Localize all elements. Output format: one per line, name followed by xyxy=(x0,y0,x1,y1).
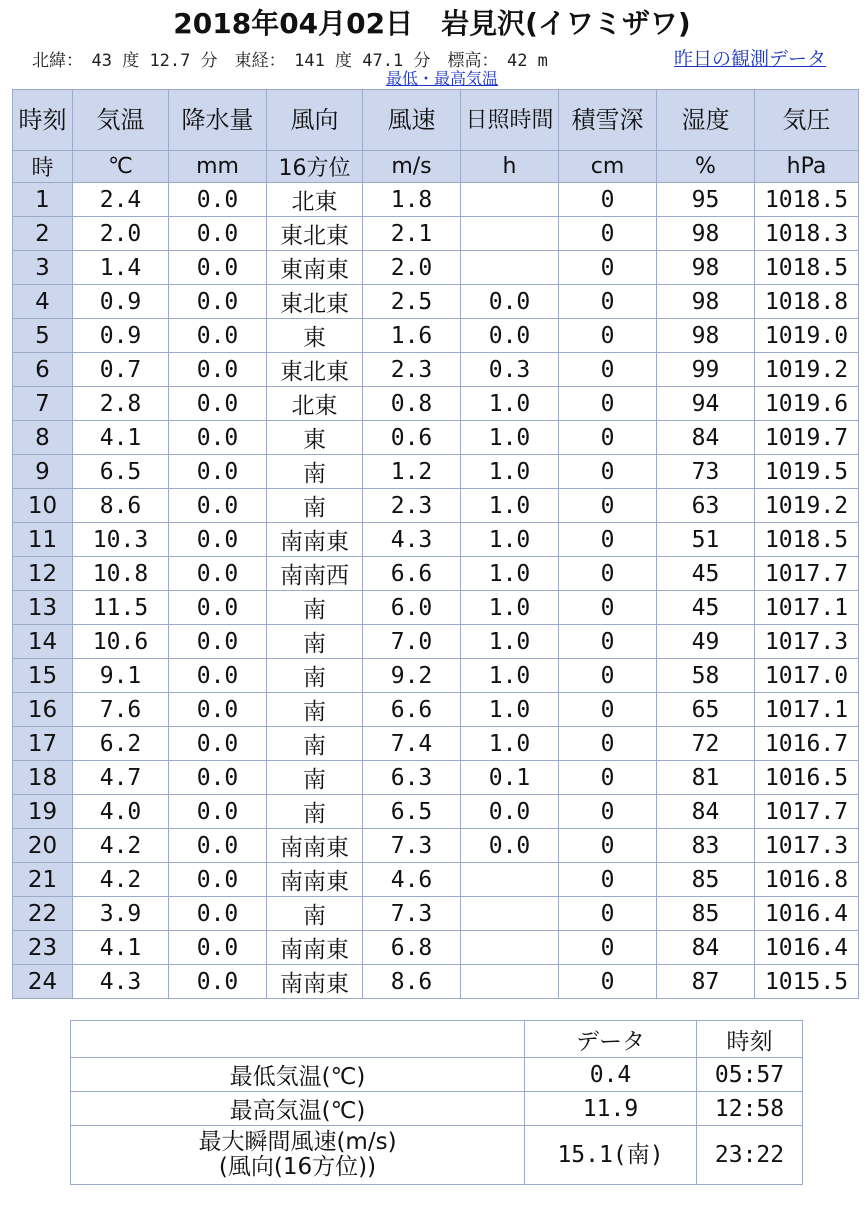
cell-pressure: 1016.8 xyxy=(755,863,859,897)
cell-hour: 15 xyxy=(13,659,73,693)
cell-precipitation: 0.0 xyxy=(169,217,267,251)
location-info: 北緯： 43 度 12.7 分 東経： 141 度 47.1 分 標高： 42 m xyxy=(32,51,548,71)
cell-wind-speed: 2.3 xyxy=(363,489,461,523)
cell-temperature: 3.9 xyxy=(73,897,169,931)
cell-temperature: 4.3 xyxy=(73,965,169,999)
cell-humidity: 87 xyxy=(657,965,755,999)
unit-cell: ℃ xyxy=(73,151,169,183)
units-row xyxy=(13,151,859,183)
cell-hour: 18 xyxy=(13,761,73,795)
cell-precipitation: 0.0 xyxy=(169,353,267,387)
table-row xyxy=(13,863,859,897)
cell-precipitation: 0.0 xyxy=(169,251,267,285)
cell-humidity: 98 xyxy=(657,285,755,319)
cell-snow-depth: 0 xyxy=(559,523,657,557)
cell-snow-depth: 0 xyxy=(559,659,657,693)
summary-row-max-temp xyxy=(71,1092,803,1126)
cell-humidity: 84 xyxy=(657,795,755,829)
cell-hour: 1 xyxy=(13,183,73,217)
cell-sunshine: 1.0 xyxy=(461,659,559,693)
cell-wind-direction: 北東 xyxy=(267,387,363,421)
summary-value: 0.4 xyxy=(525,1058,697,1092)
cell-pressure: 1017.0 xyxy=(755,659,859,693)
cell-hour: 7 xyxy=(13,387,73,421)
cell-snow-depth: 0 xyxy=(559,693,657,727)
cell-wind-speed: 7.4 xyxy=(363,727,461,761)
cell-snow-depth: 0 xyxy=(559,455,657,489)
summary-label: 最低気温(℃) xyxy=(71,1058,525,1092)
cell-pressure: 1017.3 xyxy=(755,829,859,863)
cell-precipitation: 0.0 xyxy=(169,897,267,931)
cell-temperature: 4.1 xyxy=(73,421,169,455)
cell-temperature: 4.2 xyxy=(73,829,169,863)
cell-wind-direction: 南 xyxy=(267,693,363,727)
cell-pressure: 1019.2 xyxy=(755,489,859,523)
header-snow-depth: 積雪深 xyxy=(559,90,657,151)
cell-precipitation: 0.0 xyxy=(169,659,267,693)
cell-snow-depth: 0 xyxy=(559,727,657,761)
cell-precipitation: 0.0 xyxy=(169,727,267,761)
cell-wind-speed: 0.6 xyxy=(363,421,461,455)
cell-wind-direction: 南南東 xyxy=(267,863,363,897)
header-wind-direction: 風向 xyxy=(267,90,363,151)
cell-wind-speed: 6.8 xyxy=(363,931,461,965)
cell-wind-direction: 南 xyxy=(267,591,363,625)
table-row xyxy=(13,795,859,829)
cell-temperature: 0.7 xyxy=(73,353,169,387)
cell-wind-direction: 北東 xyxy=(267,183,363,217)
cell-wind-direction: 南南東 xyxy=(267,965,363,999)
cell-humidity: 63 xyxy=(657,489,755,523)
table-row xyxy=(13,591,859,625)
cell-pressure: 1016.4 xyxy=(755,931,859,965)
cell-snow-depth: 0 xyxy=(559,251,657,285)
cell-sunshine: 1.0 xyxy=(461,523,559,557)
cell-hour: 11 xyxy=(13,523,73,557)
cell-wind-direction: 南南東 xyxy=(267,523,363,557)
summary-time: 23:22 xyxy=(697,1126,803,1185)
cell-sunshine xyxy=(461,251,559,285)
table-row xyxy=(13,659,859,693)
cell-humidity: 98 xyxy=(657,319,755,353)
cell-precipitation: 0.0 xyxy=(169,693,267,727)
cell-sunshine xyxy=(461,183,559,217)
table-row xyxy=(13,489,859,523)
cell-hour: 21 xyxy=(13,863,73,897)
cell-hour: 23 xyxy=(13,931,73,965)
cell-sunshine: 0.0 xyxy=(461,319,559,353)
cell-pressure: 1019.6 xyxy=(755,387,859,421)
cell-snow-depth: 0 xyxy=(559,897,657,931)
table-row xyxy=(13,387,859,421)
header-sunshine: 日照時間 xyxy=(461,90,559,151)
cell-sunshine: 1.0 xyxy=(461,557,559,591)
cell-wind-speed: 4.3 xyxy=(363,523,461,557)
summary-value: 11.9 xyxy=(525,1092,697,1126)
cell-wind-speed: 6.0 xyxy=(363,591,461,625)
cell-pressure: 1019.0 xyxy=(755,319,859,353)
cell-humidity: 98 xyxy=(657,251,755,285)
cell-temperature: 2.8 xyxy=(73,387,169,421)
cell-snow-depth: 0 xyxy=(559,217,657,251)
header-humidity: 湿度 xyxy=(657,90,755,151)
unit-cell: hPa xyxy=(755,151,859,183)
cell-sunshine: 1.0 xyxy=(461,421,559,455)
table-row xyxy=(13,217,859,251)
cell-wind-direction: 東北東 xyxy=(267,217,363,251)
unit-cell: m/s xyxy=(363,151,461,183)
cell-wind-direction: 南 xyxy=(267,727,363,761)
cell-pressure: 1016.7 xyxy=(755,727,859,761)
header-temperature: 気温 xyxy=(73,90,169,151)
cell-humidity: 85 xyxy=(657,863,755,897)
cell-temperature: 10.3 xyxy=(73,523,169,557)
header-hour: 時刻 xyxy=(13,90,73,151)
summary-header-time: 時刻 xyxy=(697,1021,803,1058)
table-row xyxy=(13,523,859,557)
cell-sunshine: 0.0 xyxy=(461,829,559,863)
cell-wind-speed: 4.6 xyxy=(363,863,461,897)
cell-humidity: 45 xyxy=(657,557,755,591)
cell-humidity: 94 xyxy=(657,387,755,421)
page-title: 2018年04月02日 岩見沢(イワミザワ) xyxy=(173,7,691,40)
cell-precipitation: 0.0 xyxy=(169,183,267,217)
unit-cell: 16方位 xyxy=(267,151,363,183)
cell-wind-direction: 南 xyxy=(267,625,363,659)
cell-temperature: 6.2 xyxy=(73,727,169,761)
cell-wind-direction: 南 xyxy=(267,659,363,693)
cell-pressure: 1019.7 xyxy=(755,421,859,455)
summary-label xyxy=(71,1126,525,1185)
cell-sunshine: 1.0 xyxy=(461,591,559,625)
cell-pressure: 1018.5 xyxy=(755,523,859,557)
table-row xyxy=(13,285,859,319)
cell-hour: 17 xyxy=(13,727,73,761)
cell-wind-speed: 2.3 xyxy=(363,353,461,387)
table-row xyxy=(13,931,859,965)
cell-hour: 22 xyxy=(13,897,73,931)
cell-precipitation: 0.0 xyxy=(169,591,267,625)
cell-temperature: 0.9 xyxy=(73,319,169,353)
unit-cell: h xyxy=(461,151,559,183)
cell-precipitation: 0.0 xyxy=(169,931,267,965)
cell-snow-depth: 0 xyxy=(559,183,657,217)
header-row xyxy=(13,90,859,151)
cell-hour: 9 xyxy=(13,455,73,489)
cell-sunshine xyxy=(461,931,559,965)
table-row xyxy=(13,455,859,489)
cell-wind-direction: 東北東 xyxy=(267,285,363,319)
table-row xyxy=(13,897,859,931)
cell-pressure: 1016.5 xyxy=(755,761,859,795)
cell-snow-depth: 0 xyxy=(559,761,657,795)
daily-summary-table xyxy=(70,1020,803,1185)
cell-snow-depth: 0 xyxy=(559,285,657,319)
cell-wind-direction: 東北東 xyxy=(267,353,363,387)
cell-pressure: 1018.3 xyxy=(755,217,859,251)
table-row xyxy=(13,421,859,455)
cell-wind-speed: 7.3 xyxy=(363,829,461,863)
cell-sunshine xyxy=(461,965,559,999)
cell-temperature: 1.4 xyxy=(73,251,169,285)
cell-wind-direction: 南南東 xyxy=(267,829,363,863)
cell-pressure: 1017.1 xyxy=(755,591,859,625)
cell-snow-depth: 0 xyxy=(559,965,657,999)
cell-wind-speed: 9.2 xyxy=(363,659,461,693)
cell-sunshine: 1.0 xyxy=(461,625,559,659)
cell-hour: 2 xyxy=(13,217,73,251)
table-row xyxy=(13,183,859,217)
cell-wind-direction: 南 xyxy=(267,795,363,829)
cell-hour: 12 xyxy=(13,557,73,591)
cell-wind-direction: 南 xyxy=(267,897,363,931)
cell-pressure: 1018.5 xyxy=(755,183,859,217)
header-pressure: 気圧 xyxy=(755,90,859,151)
cell-wind-speed: 2.5 xyxy=(363,285,461,319)
cell-temperature: 9.1 xyxy=(73,659,169,693)
cell-precipitation: 0.0 xyxy=(169,285,267,319)
cell-wind-speed: 1.8 xyxy=(363,183,461,217)
table-row xyxy=(13,353,859,387)
cell-wind-direction: 東南東 xyxy=(267,251,363,285)
cell-hour: 16 xyxy=(13,693,73,727)
summary-label: 最高気温(℃) xyxy=(71,1092,525,1126)
cell-hour: 6 xyxy=(13,353,73,387)
cell-temperature: 6.5 xyxy=(73,455,169,489)
hourly-observation-table xyxy=(12,89,859,999)
cell-temperature: 10.6 xyxy=(73,625,169,659)
cell-pressure: 1015.5 xyxy=(755,965,859,999)
table-row xyxy=(13,829,859,863)
cell-temperature: 10.8 xyxy=(73,557,169,591)
summary-header-data: データ xyxy=(525,1021,697,1058)
cell-wind-speed: 6.6 xyxy=(363,693,461,727)
cell-snow-depth: 0 xyxy=(559,489,657,523)
cell-wind-speed: 6.3 xyxy=(363,761,461,795)
table-row xyxy=(13,761,859,795)
unit-cell: mm xyxy=(169,151,267,183)
cell-humidity: 98 xyxy=(657,217,755,251)
cell-sunshine: 1.0 xyxy=(461,727,559,761)
summary-blank-cell xyxy=(71,1021,525,1058)
cell-hour: 13 xyxy=(13,591,73,625)
table-row xyxy=(13,319,859,353)
cell-temperature: 2.0 xyxy=(73,217,169,251)
cell-hour: 24 xyxy=(13,965,73,999)
cell-pressure: 1017.3 xyxy=(755,625,859,659)
cell-sunshine: 0.0 xyxy=(461,285,559,319)
min-max-temp-link[interactable]: 最低・最高気温 xyxy=(386,69,499,88)
cell-temperature: 8.6 xyxy=(73,489,169,523)
cell-snow-depth: 0 xyxy=(559,387,657,421)
cell-humidity: 81 xyxy=(657,761,755,795)
cell-hour: 3 xyxy=(13,251,73,285)
cell-hour: 8 xyxy=(13,421,73,455)
cell-snow-depth: 0 xyxy=(559,319,657,353)
cell-hour: 5 xyxy=(13,319,73,353)
cell-wind-direction: 東 xyxy=(267,421,363,455)
summary-row-min-temp xyxy=(71,1058,803,1092)
cell-snow-depth: 0 xyxy=(559,931,657,965)
summary-label-line1: 最大瞬間風速(m/s) xyxy=(198,1129,397,1155)
yesterday-data-link[interactable]: 昨日の観測データ xyxy=(674,48,827,70)
cell-hour: 20 xyxy=(13,829,73,863)
cell-precipitation: 0.0 xyxy=(169,625,267,659)
cell-wind-speed: 0.8 xyxy=(363,387,461,421)
cell-wind-speed: 7.3 xyxy=(363,897,461,931)
cell-pressure: 1018.8 xyxy=(755,285,859,319)
cell-precipitation: 0.0 xyxy=(169,829,267,863)
cell-wind-speed: 8.6 xyxy=(363,965,461,999)
cell-snow-depth: 0 xyxy=(559,557,657,591)
cell-precipitation: 0.0 xyxy=(169,761,267,795)
summary-time: 05:57 xyxy=(697,1058,803,1092)
cell-wind-direction: 南南西 xyxy=(267,557,363,591)
table-row xyxy=(13,251,859,285)
cell-precipitation: 0.0 xyxy=(169,557,267,591)
unit-cell: 時 xyxy=(13,151,73,183)
cell-humidity: 72 xyxy=(657,727,755,761)
cell-sunshine: 0.0 xyxy=(461,795,559,829)
cell-wind-speed: 1.2 xyxy=(363,455,461,489)
cell-precipitation: 0.0 xyxy=(169,455,267,489)
unit-cell: cm xyxy=(559,151,657,183)
cell-humidity: 84 xyxy=(657,421,755,455)
cell-temperature: 4.7 xyxy=(73,761,169,795)
table-row xyxy=(13,625,859,659)
cell-humidity: 99 xyxy=(657,353,755,387)
cell-wind-speed: 7.0 xyxy=(363,625,461,659)
cell-humidity: 51 xyxy=(657,523,755,557)
cell-precipitation: 0.0 xyxy=(169,523,267,557)
cell-sunshine xyxy=(461,897,559,931)
unit-cell: % xyxy=(657,151,755,183)
cell-sunshine: 0.1 xyxy=(461,761,559,795)
cell-snow-depth: 0 xyxy=(559,863,657,897)
cell-wind-speed: 6.6 xyxy=(363,557,461,591)
cell-snow-depth: 0 xyxy=(559,625,657,659)
cell-humidity: 73 xyxy=(657,455,755,489)
cell-sunshine: 1.0 xyxy=(461,693,559,727)
cell-pressure: 1017.1 xyxy=(755,693,859,727)
cell-snow-depth: 0 xyxy=(559,421,657,455)
cell-pressure: 1018.5 xyxy=(755,251,859,285)
cell-snow-depth: 0 xyxy=(559,829,657,863)
cell-snow-depth: 0 xyxy=(559,795,657,829)
summary-value: 15.1(南) xyxy=(525,1126,697,1185)
cell-humidity: 65 xyxy=(657,693,755,727)
cell-sunshine: 1.0 xyxy=(461,387,559,421)
cell-precipitation: 0.0 xyxy=(169,319,267,353)
cell-precipitation: 0.0 xyxy=(169,965,267,999)
header-wind-speed: 風速 xyxy=(363,90,461,151)
table-row xyxy=(13,965,859,999)
summary-row-max-gust xyxy=(71,1126,803,1185)
cell-humidity: 83 xyxy=(657,829,755,863)
cell-precipitation: 0.0 xyxy=(169,863,267,897)
cell-temperature: 7.6 xyxy=(73,693,169,727)
cell-precipitation: 0.0 xyxy=(169,421,267,455)
cell-pressure: 1016.4 xyxy=(755,897,859,931)
cell-wind-direction: 南南東 xyxy=(267,931,363,965)
cell-snow-depth: 0 xyxy=(559,353,657,387)
cell-temperature: 0.9 xyxy=(73,285,169,319)
cell-wind-speed: 1.6 xyxy=(363,319,461,353)
cell-temperature: 4.0 xyxy=(73,795,169,829)
summary-label-line2: (風向(16方位)) xyxy=(218,1154,377,1180)
cell-precipitation: 0.0 xyxy=(169,489,267,523)
cell-precipitation: 0.0 xyxy=(169,795,267,829)
table-row xyxy=(13,693,859,727)
cell-humidity: 45 xyxy=(657,591,755,625)
cell-hour: 14 xyxy=(13,625,73,659)
table-row xyxy=(13,727,859,761)
cell-temperature: 2.4 xyxy=(73,183,169,217)
cell-wind-direction: 南 xyxy=(267,761,363,795)
cell-temperature: 4.2 xyxy=(73,863,169,897)
summary-time: 12:58 xyxy=(697,1092,803,1126)
cell-sunshine: 1.0 xyxy=(461,455,559,489)
cell-hour: 19 xyxy=(13,795,73,829)
cell-pressure: 1019.2 xyxy=(755,353,859,387)
cell-humidity: 85 xyxy=(657,897,755,931)
cell-precipitation: 0.0 xyxy=(169,387,267,421)
cell-temperature: 4.1 xyxy=(73,931,169,965)
cell-sunshine: 1.0 xyxy=(461,489,559,523)
cell-hour: 10 xyxy=(13,489,73,523)
cell-sunshine xyxy=(461,217,559,251)
cell-wind-speed: 2.1 xyxy=(363,217,461,251)
table-row xyxy=(13,557,859,591)
header-precipitation: 降水量 xyxy=(169,90,267,151)
cell-temperature: 11.5 xyxy=(73,591,169,625)
cell-pressure: 1017.7 xyxy=(755,795,859,829)
cell-humidity: 49 xyxy=(657,625,755,659)
cell-humidity: 58 xyxy=(657,659,755,693)
summary-header-row xyxy=(71,1021,803,1058)
cell-wind-speed: 6.5 xyxy=(363,795,461,829)
cell-sunshine xyxy=(461,863,559,897)
cell-snow-depth: 0 xyxy=(559,591,657,625)
cell-sunshine: 0.3 xyxy=(461,353,559,387)
cell-wind-direction: 南 xyxy=(267,455,363,489)
cell-wind-direction: 南 xyxy=(267,489,363,523)
cell-pressure: 1019.5 xyxy=(755,455,859,489)
cell-humidity: 84 xyxy=(657,931,755,965)
cell-wind-direction: 東 xyxy=(267,319,363,353)
cell-hour: 4 xyxy=(13,285,73,319)
cell-humidity: 95 xyxy=(657,183,755,217)
cell-wind-speed: 2.0 xyxy=(363,251,461,285)
cell-pressure: 1017.7 xyxy=(755,557,859,591)
